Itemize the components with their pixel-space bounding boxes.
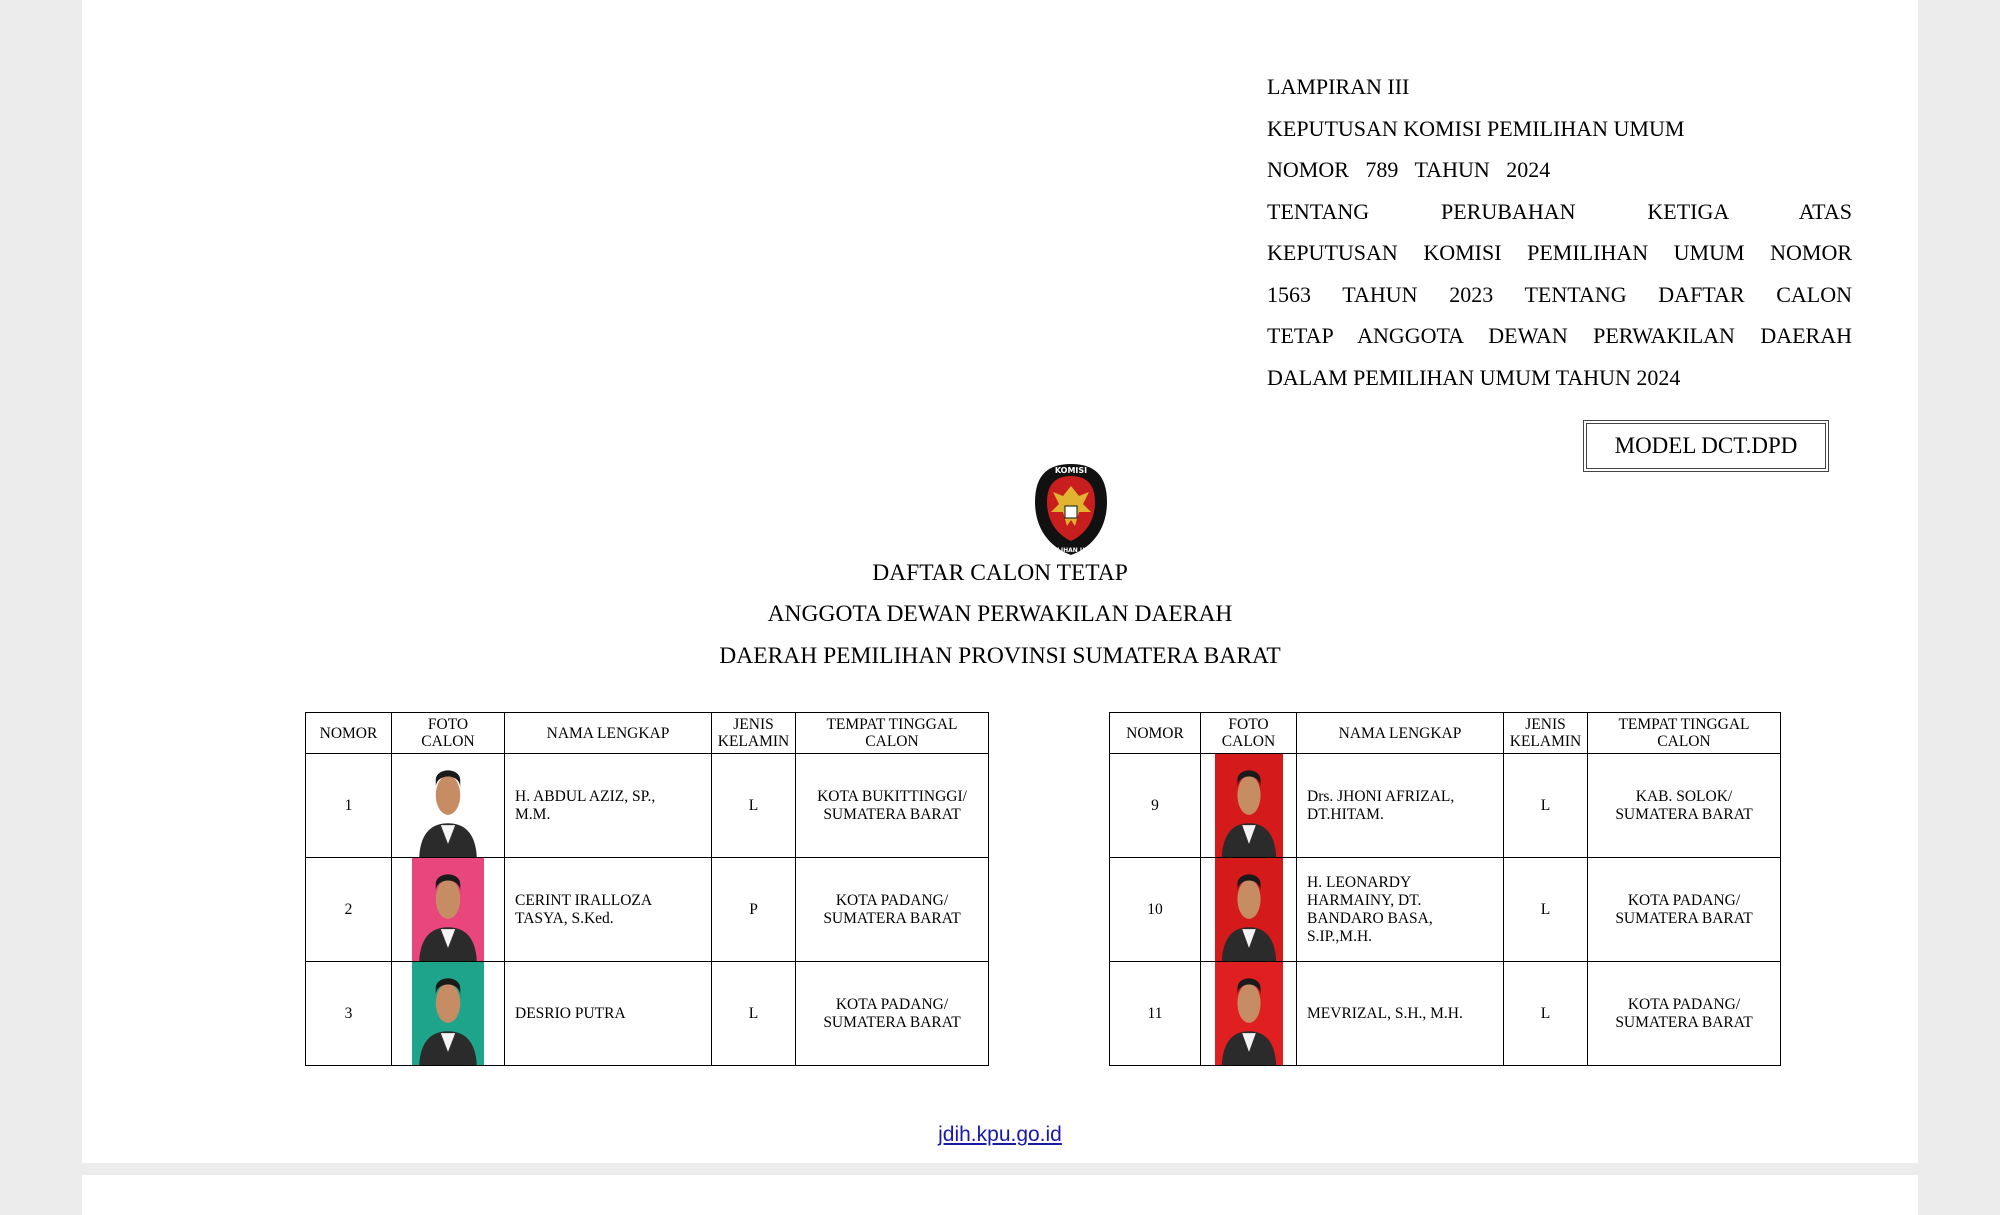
col-header-tempat-tinggal: TEMPAT TINGGAL CALON xyxy=(1588,713,1781,754)
candidate-table-right xyxy=(1109,712,1781,1066)
cell-tempat-tinggal: KOTA PADANG/ SUMATERA BARAT xyxy=(1588,962,1781,1066)
model-label: MODEL DCT.DPD xyxy=(1614,433,1798,458)
header-line: 1563 TAHUN 2023 TENTANG DAFTAR CALON xyxy=(1267,281,1852,307)
cell-nomor: 2 xyxy=(306,858,392,962)
kpu-logo-icon xyxy=(1031,462,1111,557)
header-line: TENTANG PERUBAHAN KETIGA ATAS xyxy=(1267,198,1852,224)
col-header-jenis-kelamin: JENIS KELAMIN xyxy=(712,713,796,754)
cell-nama-lengkap: H. ABDUL AZIZ, SP., M.M. xyxy=(505,754,712,858)
table-row xyxy=(1110,962,1781,1066)
document-title: DAFTAR CALON TETAP xyxy=(872,560,1128,586)
header-line: KEPUTUSAN KOMISI PEMILIHAN UMUM xyxy=(1267,115,1685,141)
cell-nama-lengkap: DESRIO PUTRA xyxy=(505,962,712,1066)
cell-foto xyxy=(1201,858,1297,962)
col-header-nomor: NOMOR xyxy=(306,713,392,754)
table-header-row xyxy=(306,713,989,754)
logo-top-text: KOMISI xyxy=(1054,466,1088,475)
cell-tempat-tinggal: KOTA PADANG/ SUMATERA BARAT xyxy=(796,962,989,1066)
cell-tempat-tinggal: KOTA PADANG/ SUMATERA BARAT xyxy=(1588,858,1781,962)
header-line: KEPUTUSAN KOMISI PEMILIHAN UMUM NOMOR xyxy=(1267,240,1852,265)
document-subtitle: DAERAH PEMILIHAN PROVINSI SUMATERA BARAT xyxy=(719,643,1281,669)
col-header-nomor: NOMOR xyxy=(1110,713,1201,754)
header-line: DALAM PEMILIHAN UMUM TAHUN 2024 xyxy=(1267,364,1681,390)
candidate-photo xyxy=(1215,858,1283,961)
cell-nomor: 3 xyxy=(306,962,392,1066)
cell-jenis-kelamin: L xyxy=(712,962,796,1066)
cell-jenis-kelamin: L xyxy=(1504,754,1588,858)
cell-tempat-tinggal: KOTA BUKITTINGGI/ SUMATERA BARAT xyxy=(796,754,989,858)
cell-foto xyxy=(392,962,505,1066)
cell-tempat-tinggal: KOTA PADANG/ SUMATERA BARAT xyxy=(796,858,989,962)
cell-foto xyxy=(392,754,505,858)
cell-foto xyxy=(1201,754,1297,858)
model-label-box xyxy=(1583,420,1829,472)
col-header-foto: FOTO CALON xyxy=(392,713,505,754)
col-header-foto: FOTO CALON xyxy=(1201,713,1297,754)
col-header-tempat-tinggal: TEMPAT TINGGAL CALON xyxy=(796,713,989,754)
cell-jenis-kelamin: P xyxy=(712,858,796,962)
cell-nomor: 11 xyxy=(1110,962,1201,1066)
col-header-jenis-kelamin: JENIS KELAMIN xyxy=(1504,713,1588,754)
cell-nama-lengkap: H. LEONARDY HARMAINY, DT. BANDARO BASA, S.IP.,M.H. xyxy=(1297,858,1504,962)
candidate-photo xyxy=(1215,754,1283,857)
candidate-table-left xyxy=(305,712,989,1066)
next-document-page xyxy=(82,1175,1918,1215)
attachment-header xyxy=(1267,66,1852,398)
header-line: TETAP ANGGOTA DEWAN PERWAKILAN DAERAH xyxy=(1267,323,1852,348)
table-row xyxy=(306,754,989,858)
cell-foto xyxy=(392,858,505,962)
cell-jenis-kelamin: L xyxy=(712,754,796,858)
candidate-photo xyxy=(412,858,484,961)
cell-nomor: 9 xyxy=(1110,754,1201,858)
cell-nomor: 10 xyxy=(1110,858,1201,962)
table-row xyxy=(306,962,989,1066)
document-subtitle: ANGGOTA DEWAN PERWAKILAN DAERAH xyxy=(767,601,1233,627)
table-header-row xyxy=(1110,713,1781,754)
cell-foto xyxy=(1201,962,1297,1066)
cell-jenis-kelamin: L xyxy=(1504,858,1588,962)
header-line: NOMOR 789 TAHUN 2024 xyxy=(1267,157,1551,182)
table-row xyxy=(306,858,989,962)
header-line: LAMPIRAN III xyxy=(1267,74,1410,99)
table-row xyxy=(1110,858,1781,962)
cell-jenis-kelamin: L xyxy=(1504,962,1588,1066)
col-header-nama: NAMA LENGKAP xyxy=(1297,713,1504,754)
logo-bottom-text: PEMILIHAN UMUM xyxy=(1040,547,1102,554)
table-row xyxy=(1110,754,1781,858)
col-header-nama: NAMA LENGKAP xyxy=(505,713,712,754)
jdih-link[interactable]: jdih.kpu.go.id xyxy=(938,1123,1062,1146)
candidate-photo xyxy=(412,962,484,1065)
cell-tempat-tinggal: KAB. SOLOK/ SUMATERA BARAT xyxy=(1588,754,1781,858)
cell-nama-lengkap: MEVRIZAL, S.H., M.H. xyxy=(1297,962,1504,1066)
candidate-photo xyxy=(1215,962,1283,1065)
cell-nama-lengkap: Drs. JHONI AFRIZAL, DT.HITAM. xyxy=(1297,754,1504,858)
cell-nomor: 1 xyxy=(306,754,392,858)
cell-nama-lengkap: CERINT IRALLOZA TASYA, S.Ked. xyxy=(505,858,712,962)
candidate-photo xyxy=(412,754,484,857)
